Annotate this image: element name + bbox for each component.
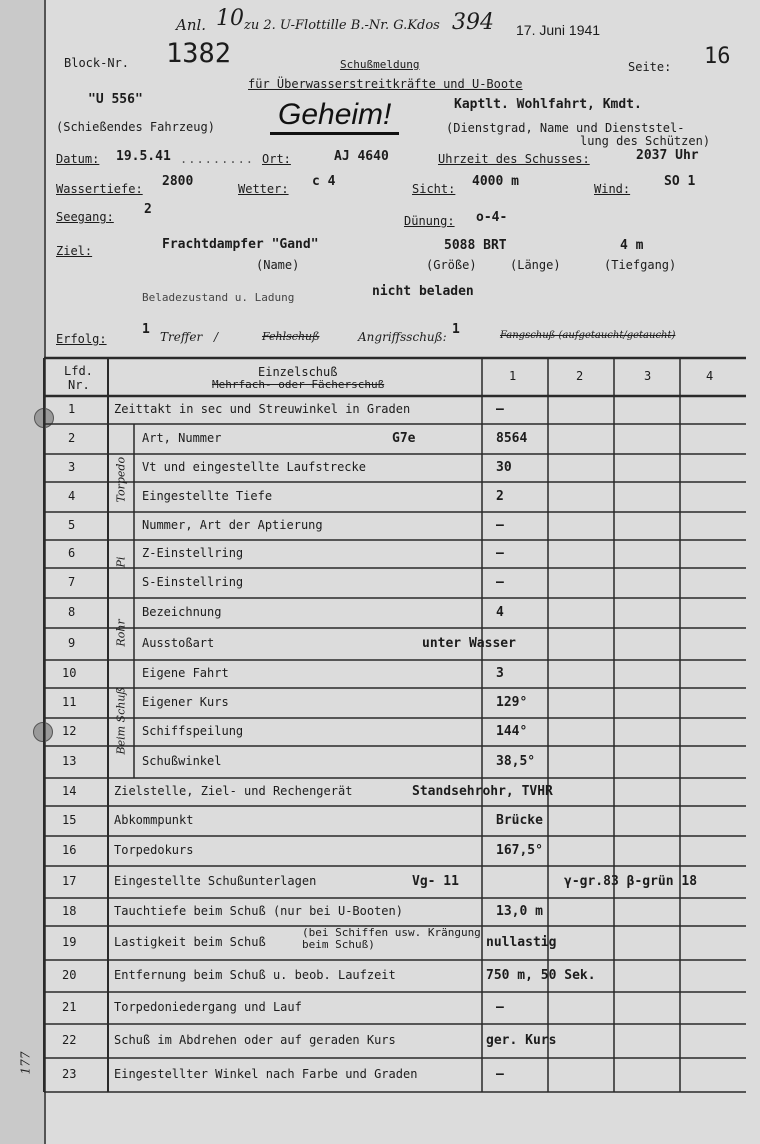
- beladung-label: Beladezustand u. Ladung: [142, 291, 295, 304]
- row-value-1: –: [496, 518, 504, 533]
- ziel-label: Ziel:: [56, 244, 93, 258]
- row-value-1: 30: [496, 460, 512, 475]
- row-label: Torpedokurs: [114, 843, 194, 857]
- row-value-1: 13,0 m: [496, 904, 543, 919]
- row-number: 11: [62, 695, 77, 709]
- sicht-label: Sicht:: [412, 182, 456, 196]
- row-label: Eingestellte Schußunterlagen: [114, 874, 317, 888]
- seite-number: 16: [704, 44, 731, 69]
- datum-value: 19.5.41: [116, 149, 171, 164]
- row-value-1: Standsehrohr, TVHR: [412, 784, 553, 799]
- block-number: 1382: [166, 38, 232, 69]
- row-label: Schußwinkel: [142, 754, 222, 768]
- wetter-label: Wetter:: [238, 182, 289, 196]
- row-number: 21: [62, 1000, 77, 1014]
- row-label: Art, Nummer: [142, 431, 222, 445]
- wassertiefe-value: 2800: [162, 174, 194, 189]
- uhrzeit-value: 2037 Uhr: [636, 148, 699, 163]
- geheim-stamp: Geheim!: [270, 98, 399, 135]
- row-number: 7: [68, 575, 76, 589]
- row-label: Eigene Fahrt: [142, 666, 229, 680]
- row-value-1: 750 m, 50 Sek.: [486, 968, 596, 983]
- row-label: Schuß im Abdrehen oder auf geraden Kurs: [114, 1033, 396, 1047]
- row-label: Zielstelle, Ziel- und Rechengerät: [114, 784, 353, 798]
- tiefgang-value: 4 m: [620, 238, 644, 253]
- row-number: 1: [68, 402, 76, 416]
- row-value-1: 144°: [496, 724, 528, 739]
- group-pi: Pi: [114, 556, 128, 568]
- row-label: Ausstoßart: [142, 636, 215, 650]
- row-label: Eingestellte Tiefe: [142, 489, 273, 503]
- margin-note: 177: [18, 1051, 33, 1075]
- erfolg-fehlschuss: Fehlschuß: [262, 330, 320, 343]
- row-label: Nummer, Art der Aptierung: [142, 518, 323, 532]
- anl-number: 10: [216, 6, 244, 31]
- row-label: Lastigkeit beim Schuß: [114, 935, 266, 949]
- vessel-caption: (Schießendes Fahrzeug): [56, 120, 215, 134]
- laenge-caption: (Länge): [510, 258, 561, 272]
- row-label: S-Einstellring: [142, 575, 244, 589]
- col-4: 4: [706, 369, 714, 383]
- row-label: Entfernung beim Schuß u. beob. Laufzeit: [114, 968, 396, 982]
- duenung-label: Dünung:: [404, 214, 455, 228]
- erfolg-angriff-value: 1: [452, 322, 460, 337]
- row-value-1: 4: [496, 605, 504, 620]
- erfolg-treffer: Treffer: [160, 330, 203, 344]
- row-number: 13: [62, 754, 77, 768]
- row-number: 4: [68, 489, 76, 503]
- ort-label: Ort:: [262, 152, 291, 166]
- row-number: 18: [62, 904, 77, 918]
- commander: Kaptlt. Wohlfahrt, Kmdt.: [454, 97, 642, 112]
- form-title: Schußmeldung: [340, 58, 420, 71]
- kdos-number: 394: [452, 10, 494, 35]
- row-label: Bezeichnung: [142, 605, 222, 619]
- row-number: 23: [62, 1067, 77, 1081]
- row-value-1: nullastig: [486, 935, 557, 950]
- duenung-value: o-4-: [476, 210, 508, 225]
- row-value-1: –: [496, 1000, 504, 1015]
- commander-caption-1: (Dienstgrad, Name und Dienststel-: [446, 121, 685, 135]
- beladung-value: nicht beladen: [372, 284, 474, 299]
- erfolg-fangschuss: Fangschuß (aufgetaucht/getaucht): [500, 330, 676, 341]
- row-number: 15: [62, 813, 77, 827]
- row-value-1: –: [496, 1067, 504, 1082]
- anl-prefix: Anl.: [176, 16, 207, 34]
- datum-label: Datum:: [56, 152, 100, 166]
- group-torpedo: Torpedo: [114, 456, 128, 503]
- erfolg-label: Erfolg:: [56, 332, 107, 346]
- row-extra: G7e: [392, 431, 416, 446]
- row-number: 12: [62, 724, 77, 738]
- seite-label: Seite:: [628, 60, 672, 74]
- row-value-1: –: [496, 402, 504, 417]
- row-number: 5: [68, 518, 76, 532]
- row-value-1: 129°: [496, 695, 528, 710]
- ort-value: AJ 4640: [334, 149, 389, 164]
- row-value-1: Vg- 11: [412, 874, 459, 889]
- row-value-1: –: [496, 546, 504, 561]
- row-label: Vt und eingestellte Laufstrecke: [142, 460, 366, 474]
- row-number: 8: [68, 605, 76, 619]
- row-number: 14: [62, 784, 77, 798]
- col-1: 1: [509, 369, 517, 383]
- erfolg-angriff-label: Angriffsschuß:: [358, 330, 447, 344]
- uhrzeit-label: Uhrzeit des Schusses:: [438, 152, 590, 166]
- row-value-1: unter Wasser: [422, 636, 516, 651]
- seegang-label: Seegang:: [56, 210, 114, 224]
- vessel-name: "U 556": [88, 92, 143, 107]
- ziel-value: Frachtdampfer "Gand": [162, 237, 319, 252]
- commander-caption-2: lung des Schützen): [580, 134, 711, 148]
- row-label: Z-Einstellring: [142, 546, 244, 560]
- row-label: Eingestellter Winkel nach Farbe und Graden: [114, 1067, 418, 1081]
- form-subtitle: für Überwasserstreitkräfte und U-Boote: [248, 77, 523, 91]
- col-title: Einzelschuß: [258, 365, 338, 379]
- row-value-1: 38,5°: [496, 754, 536, 769]
- group-beimschuss: Beim Schuß: [114, 687, 128, 755]
- tiefgang-caption: (Tiefgang): [604, 258, 677, 272]
- row-value-1: –: [496, 575, 504, 590]
- row-number: 16: [62, 843, 77, 857]
- col-title-struck: Mehrfach- oder Fächerschuß: [212, 378, 385, 391]
- group-rohr: Rohr: [114, 619, 128, 647]
- col-3: 3: [644, 369, 652, 383]
- ziel-caption: (Name): [256, 258, 300, 272]
- wassertiefe-label: Wassertiefe:: [56, 182, 143, 196]
- row-label: Abkommpunkt: [114, 813, 194, 827]
- row-number: 2: [68, 431, 76, 445]
- col-2: 2: [576, 369, 584, 383]
- flottille-text: zu 2. U-Flottille B.-Nr. G.Kdos: [244, 18, 440, 33]
- row-extra: (bei Schiffen usw. Krängung beim Schuß): [302, 926, 481, 951]
- date-stamp: 17. Juni 1941: [516, 22, 601, 38]
- row-number: 6: [68, 546, 76, 560]
- seegang-value: 2: [144, 202, 152, 217]
- groesse-caption: (Größe): [426, 258, 477, 272]
- col-nr: Nr.: [68, 378, 90, 392]
- row-value-1: Brücke: [496, 813, 543, 828]
- row-number: 17: [62, 874, 77, 888]
- block-label: Block-Nr.: [64, 56, 130, 70]
- row-label: Schiffspeilung: [142, 724, 244, 738]
- row-value-1: 2: [496, 489, 504, 504]
- row-extra: γ-gr.83 β-grün 18: [564, 874, 698, 889]
- wind-value: SO 1: [664, 174, 696, 189]
- col-lfd: Lfd.: [64, 364, 93, 378]
- row-number: 3: [68, 460, 76, 474]
- sicht-value: 4000 m: [472, 174, 519, 189]
- row-label: Tauchtiefe beim Schuß (nur bei U-Booten): [114, 904, 403, 918]
- row-value-1: ger. Kurs: [486, 1033, 557, 1048]
- wetter-value: c 4: [312, 174, 336, 189]
- row-value-1: 3: [496, 666, 504, 681]
- row-number: 22: [62, 1033, 77, 1047]
- erfolg-slash: /: [214, 330, 219, 344]
- row-value-1: 167,5°: [496, 843, 543, 858]
- row-number: 9: [68, 636, 76, 650]
- row-label: Zeittakt in sec und Streuwinkel in Graden: [114, 402, 411, 416]
- row-label: Torpedoniedergang und Lauf: [114, 1000, 302, 1014]
- row-value-1: 8564: [496, 431, 528, 446]
- row-number: 19: [62, 935, 77, 949]
- wind-label: Wind:: [594, 182, 631, 196]
- row-label: Eigener Kurs: [142, 695, 229, 709]
- row-number: 20: [62, 968, 77, 982]
- row-number: 10: [62, 666, 77, 680]
- erfolg-count: 1: [142, 322, 150, 337]
- groesse-value: 5088 BRT: [444, 238, 507, 253]
